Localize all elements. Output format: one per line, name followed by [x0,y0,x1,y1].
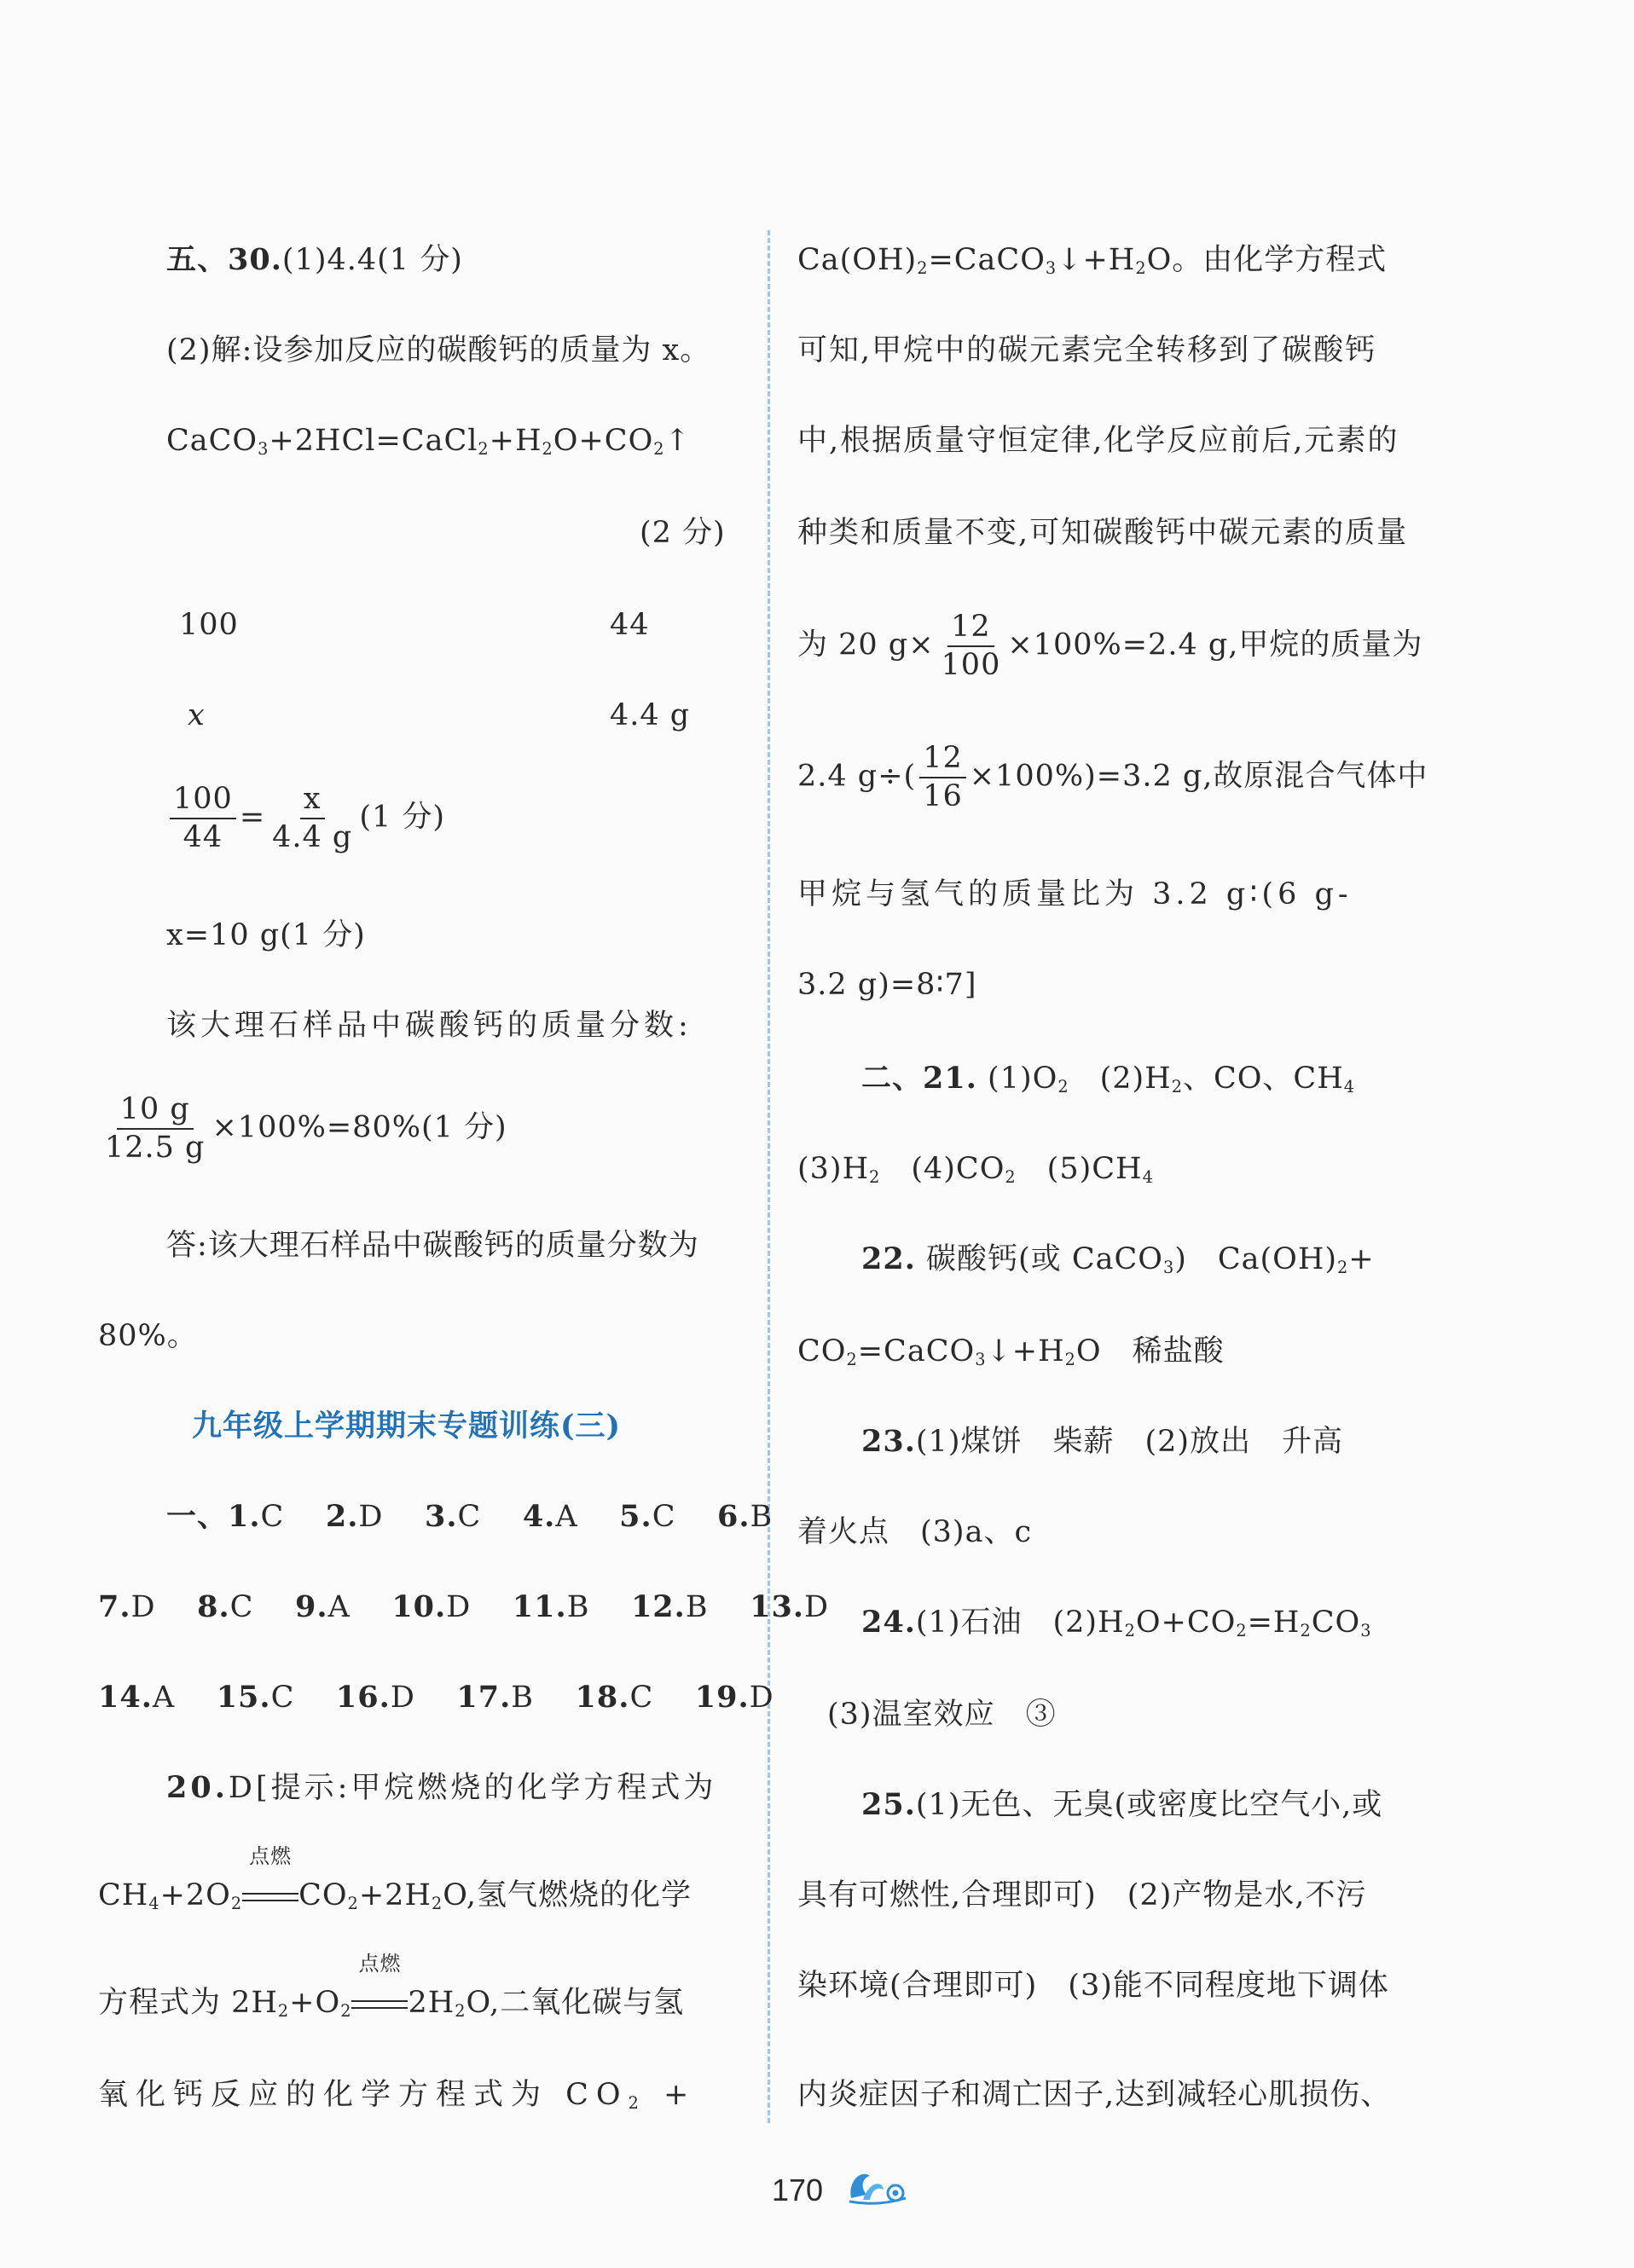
final-answer-cont: 80%。 [98,1319,198,1353]
mc-answer: 7.D [98,1589,156,1624]
page-number: 170 [772,2173,824,2207]
mc-answers-row-2 [98,1586,829,1629]
mc-answer: 16.D [335,1680,415,1715]
mc-answers-row-1 [166,1496,773,1538]
mc-answer: 18.C [575,1680,654,1715]
answer-20-cont-line4: 种类和质量不变,可知碳酸钙中碳元素的质量 [797,516,1409,550]
mc-answer: 17.B [456,1680,535,1715]
mc-answer: 12.B [630,1589,709,1624]
mc-answer: 19.D [694,1680,774,1715]
mass-fraction-intro: 该大理石样品中碳酸钙的质量分数: [166,1009,692,1043]
answer-20-cont-line6: 2.4 g÷( $\frac{12}{16}$ ×100%)=3.2 g,故原混合气体中 [797,741,1428,813]
section-title: 九年级上学期期末专题训练(三) [192,1409,622,1444]
final-answer: 答:该大理石样品中碳酸钙的质量分数为 [166,1229,699,1263]
answer-21-line1: 二、21. $(1)O_2$ $(2)H_2$、CO、$CH_4$ [861,1061,1355,1096]
answer-24-line1: 24.(1)石油 $(2)H_2O+CO_2=H_2CO_3$ [861,1605,1372,1640]
mc-answer: 10.D [391,1589,472,1624]
column-divider [768,230,770,2123]
score-note: (2 分) [640,516,726,550]
answer-25-line3: 染环境(合理即可) (3)能不同程度地下调体 [797,1969,1389,2003]
answer-20-cont-line3: 中,根据质量守恒定律,化学反应前后,元素的 [797,424,1399,458]
mc-answer: 4.A [522,1499,578,1534]
answer-20-cont-line2: 可知,甲烷中的碳元素完全转移到了碳酸钙 [797,333,1377,367]
answer-20-line2: $CH_4+2O_2$ 点燃 $CO_2+2H_2O$,氢气燃烧的化学 [98,1844,692,1913]
mc-answer: 6.B [717,1499,774,1534]
answer-25-line1: 25.(1)无色、无臭(或密度比空气小,或 [861,1787,1383,1822]
mc-answers-row-3 [98,1676,774,1719]
answer-30-part2-intro: (2)解:设参加反应的碳酸钙的质量为 x。 [166,333,711,367]
mc-answer: 5.C [619,1499,676,1534]
answer-20-cont-line7: 甲烷与氢气的质量比为 3.2 g∶(6 g- [797,877,1353,911]
mc-answer: 11.B [512,1589,590,1624]
mc-answer: 3.C [424,1499,482,1534]
mc-answer: 15.C [216,1680,295,1715]
solution-x: x=10 g(1 分) [166,918,366,952]
answer-20-cont-line1: $Ca(OH)_2=CaCO_3↓+H_2O$。由化学方程式 [797,243,1388,278]
swirl-logo-icon [844,2164,913,2207]
answer-20-line4: 氧化钙反应的化学方程式为 $CO_2$ + [98,2078,697,2113]
answer-23-line1: 23.(1)煤饼 柴薪 (2)放出 升高 [861,1424,1344,1459]
mc-answer: 14.A [98,1680,176,1715]
answer-25-line4: 内炎症因子和凋亡因子,达到减轻心肌损伤、 [797,2078,1392,2112]
answer-20-cont-line8: 3.2 g)=8∶7] [797,968,977,1002]
answer-20-line3: 方程式为 $2H_2+O_2$ 点燃 $2H_2O$,二氧化碳与氢 [98,1952,685,2021]
mc-answer: 一、1.C [166,1499,285,1534]
reaction-equation: $CaCO_3+2HCl=CaCl_2+H_2O+CO_2↑$ [166,424,691,459]
answer-25-line2: 具有可燃性,合理即可) (2)产物是水,不污 [797,1878,1367,1912]
answer-22-line2: $CO_2=CaCO_3↓+H_2O$ 稀盐酸 [797,1334,1225,1369]
mc-answer: 9.A [294,1589,351,1624]
proportion-equation: $\frac{100}{44}$ = $\frac{x}{4.4 g}$ (1 分) [166,784,445,853]
ratio-value-4-4g: 4.4 g [610,698,691,732]
answer-21-line2: $(3)H_2$ $(4)CO_2$ $(5)CH_4$ [797,1152,1154,1187]
mass-fraction-calc: $\frac{10 g}{12.5 g}$ ×100%=80%(1 分) [105,1092,507,1165]
answer-20-line1: 20.D[提示:甲烷燃烧的化学方程式为 [166,1770,717,1805]
mc-answer: 2.D [325,1499,384,1534]
answer-23-line2: 着火点 (3)a、c [797,1515,1033,1549]
ratio-value-44: 44 [610,608,650,642]
ratio-value-x: x [188,698,206,732]
answer-22-line1: 22. 碳酸钙(或 CaCO$_3$) $Ca(OH)_2+$ [861,1241,1375,1277]
answer-30-part1: 五、30.(1)4.4(1 分) [166,242,463,277]
answer-20-cont-line5: 为 20 g× $\frac{12}{100}$ ×100%=2.4 g,甲烷的质量为 [797,610,1423,682]
mc-answer: 13.D [750,1589,830,1624]
mc-answer: 8.C [197,1589,254,1624]
answer-24-line2: (3)温室效应 ③ [827,1698,1057,1732]
ratio-value-100: 100 [179,608,239,642]
